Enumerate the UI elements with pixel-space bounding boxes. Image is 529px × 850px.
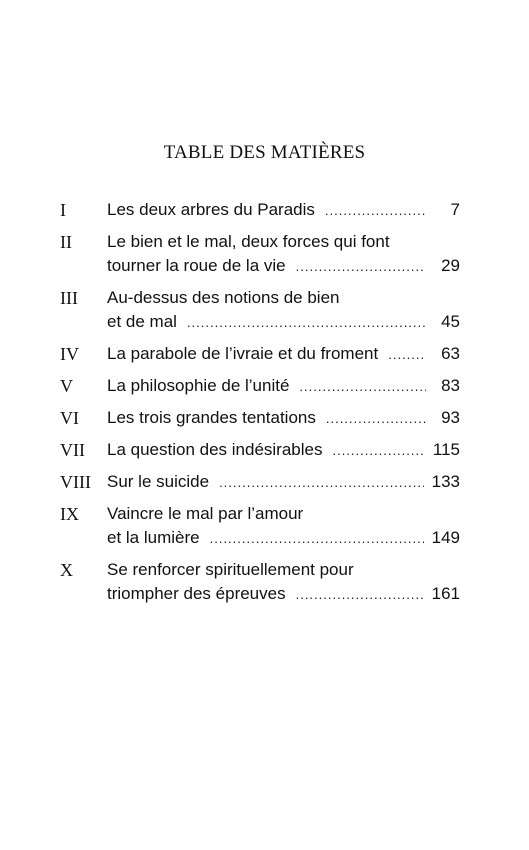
chapter-number: X (60, 560, 73, 580)
page-number: 115 (432, 440, 460, 459)
chapter-entry-body (107, 342, 460, 367)
chapter-number: VIII (60, 472, 91, 492)
chapter-number: III (60, 288, 78, 308)
chapter-entry-body (107, 502, 460, 551)
toc-entry (60, 230, 460, 279)
page-number: 133 (431, 472, 460, 491)
chapter-entry-body (107, 286, 460, 335)
chapter-entry-body (107, 198, 460, 223)
chapter-title-line: Au-dessus des notions de bien (107, 288, 340, 307)
toc-entry (60, 198, 460, 223)
chapter-title-final-line (107, 526, 460, 551)
chapter-title-text: Sur le suicide (107, 472, 210, 491)
chapter-entry-body (107, 230, 460, 279)
chapter-title-final-line (107, 198, 460, 223)
chapter-title-line: Vaincre le mal par l’amour (107, 504, 304, 523)
table-of-contents (60, 198, 460, 607)
dot-leader (325, 199, 426, 223)
chapter-entry-body (107, 558, 460, 607)
chapter-title-text: Les trois grandes tentations (107, 408, 316, 427)
chapter-entry-body (107, 470, 460, 495)
chapter-number: I (60, 200, 66, 220)
chapter-title-final-line (107, 438, 460, 463)
toc-entry (60, 406, 460, 431)
chapter-number: VI (60, 408, 79, 428)
chapter-title-final-line (107, 342, 460, 367)
dot-leader (219, 471, 424, 495)
dot-leader (187, 311, 426, 335)
toc-entry (60, 374, 460, 399)
dot-leader (210, 527, 424, 551)
toc-entry (60, 342, 460, 367)
chapter-entry-body (107, 438, 460, 463)
toc-entry (60, 470, 460, 495)
page-number: 7 (450, 200, 460, 219)
chapter-number: IV (60, 344, 79, 364)
dot-leader (299, 375, 426, 399)
chapter-title-text: La parabole de l’ivraie et du froment (107, 344, 379, 363)
chapter-number: II (60, 232, 72, 252)
chapter-title-final-line (107, 310, 460, 335)
chapter-title-text: tourner la roue de la vie (107, 256, 286, 275)
dot-leader (388, 343, 426, 367)
dot-leader (296, 255, 426, 279)
chapter-number: IX (60, 504, 79, 524)
page-number: 29 (441, 256, 460, 275)
chapter-title-final-line (107, 406, 460, 431)
chapter-title-final-line (107, 254, 460, 279)
chapter-title-text: triompher des épreuves (107, 584, 286, 603)
page-number: 63 (441, 344, 460, 363)
dot-leader (326, 407, 426, 431)
chapter-title-final-line (107, 374, 460, 399)
page-title: TABLE DES MATIÈRES (163, 142, 366, 163)
page-number: 93 (441, 408, 460, 427)
chapter-title-line: Le bien et le mal, deux forces qui font (107, 232, 390, 251)
dot-leader (332, 439, 424, 463)
chapter-entry-body (107, 406, 460, 431)
toc-entry (60, 502, 460, 551)
chapter-title-line: Se renforcer spirituellement pour (107, 560, 354, 579)
toc-entry (60, 286, 460, 335)
chapter-title-final-line (107, 582, 460, 607)
toc-entry (60, 438, 460, 463)
chapter-title-text: et la lumière (107, 528, 200, 547)
dot-leader (296, 583, 424, 607)
page-number: 45 (441, 312, 460, 331)
page-number: 149 (431, 528, 460, 547)
page-number: 161 (431, 584, 460, 603)
chapter-title-text: et de mal (107, 312, 177, 331)
toc-entry (60, 558, 460, 607)
chapter-title-text: La question des indésirables (107, 440, 323, 459)
chapter-title-text: Les deux arbres du Paradis (107, 200, 315, 219)
chapter-title-text: La philosophie de l’unité (107, 376, 290, 395)
chapter-title-final-line (107, 470, 460, 495)
chapter-number: V (60, 376, 73, 396)
chapter-entry-body (107, 374, 460, 399)
chapter-number: VII (60, 440, 85, 460)
page-number: 83 (441, 376, 460, 395)
